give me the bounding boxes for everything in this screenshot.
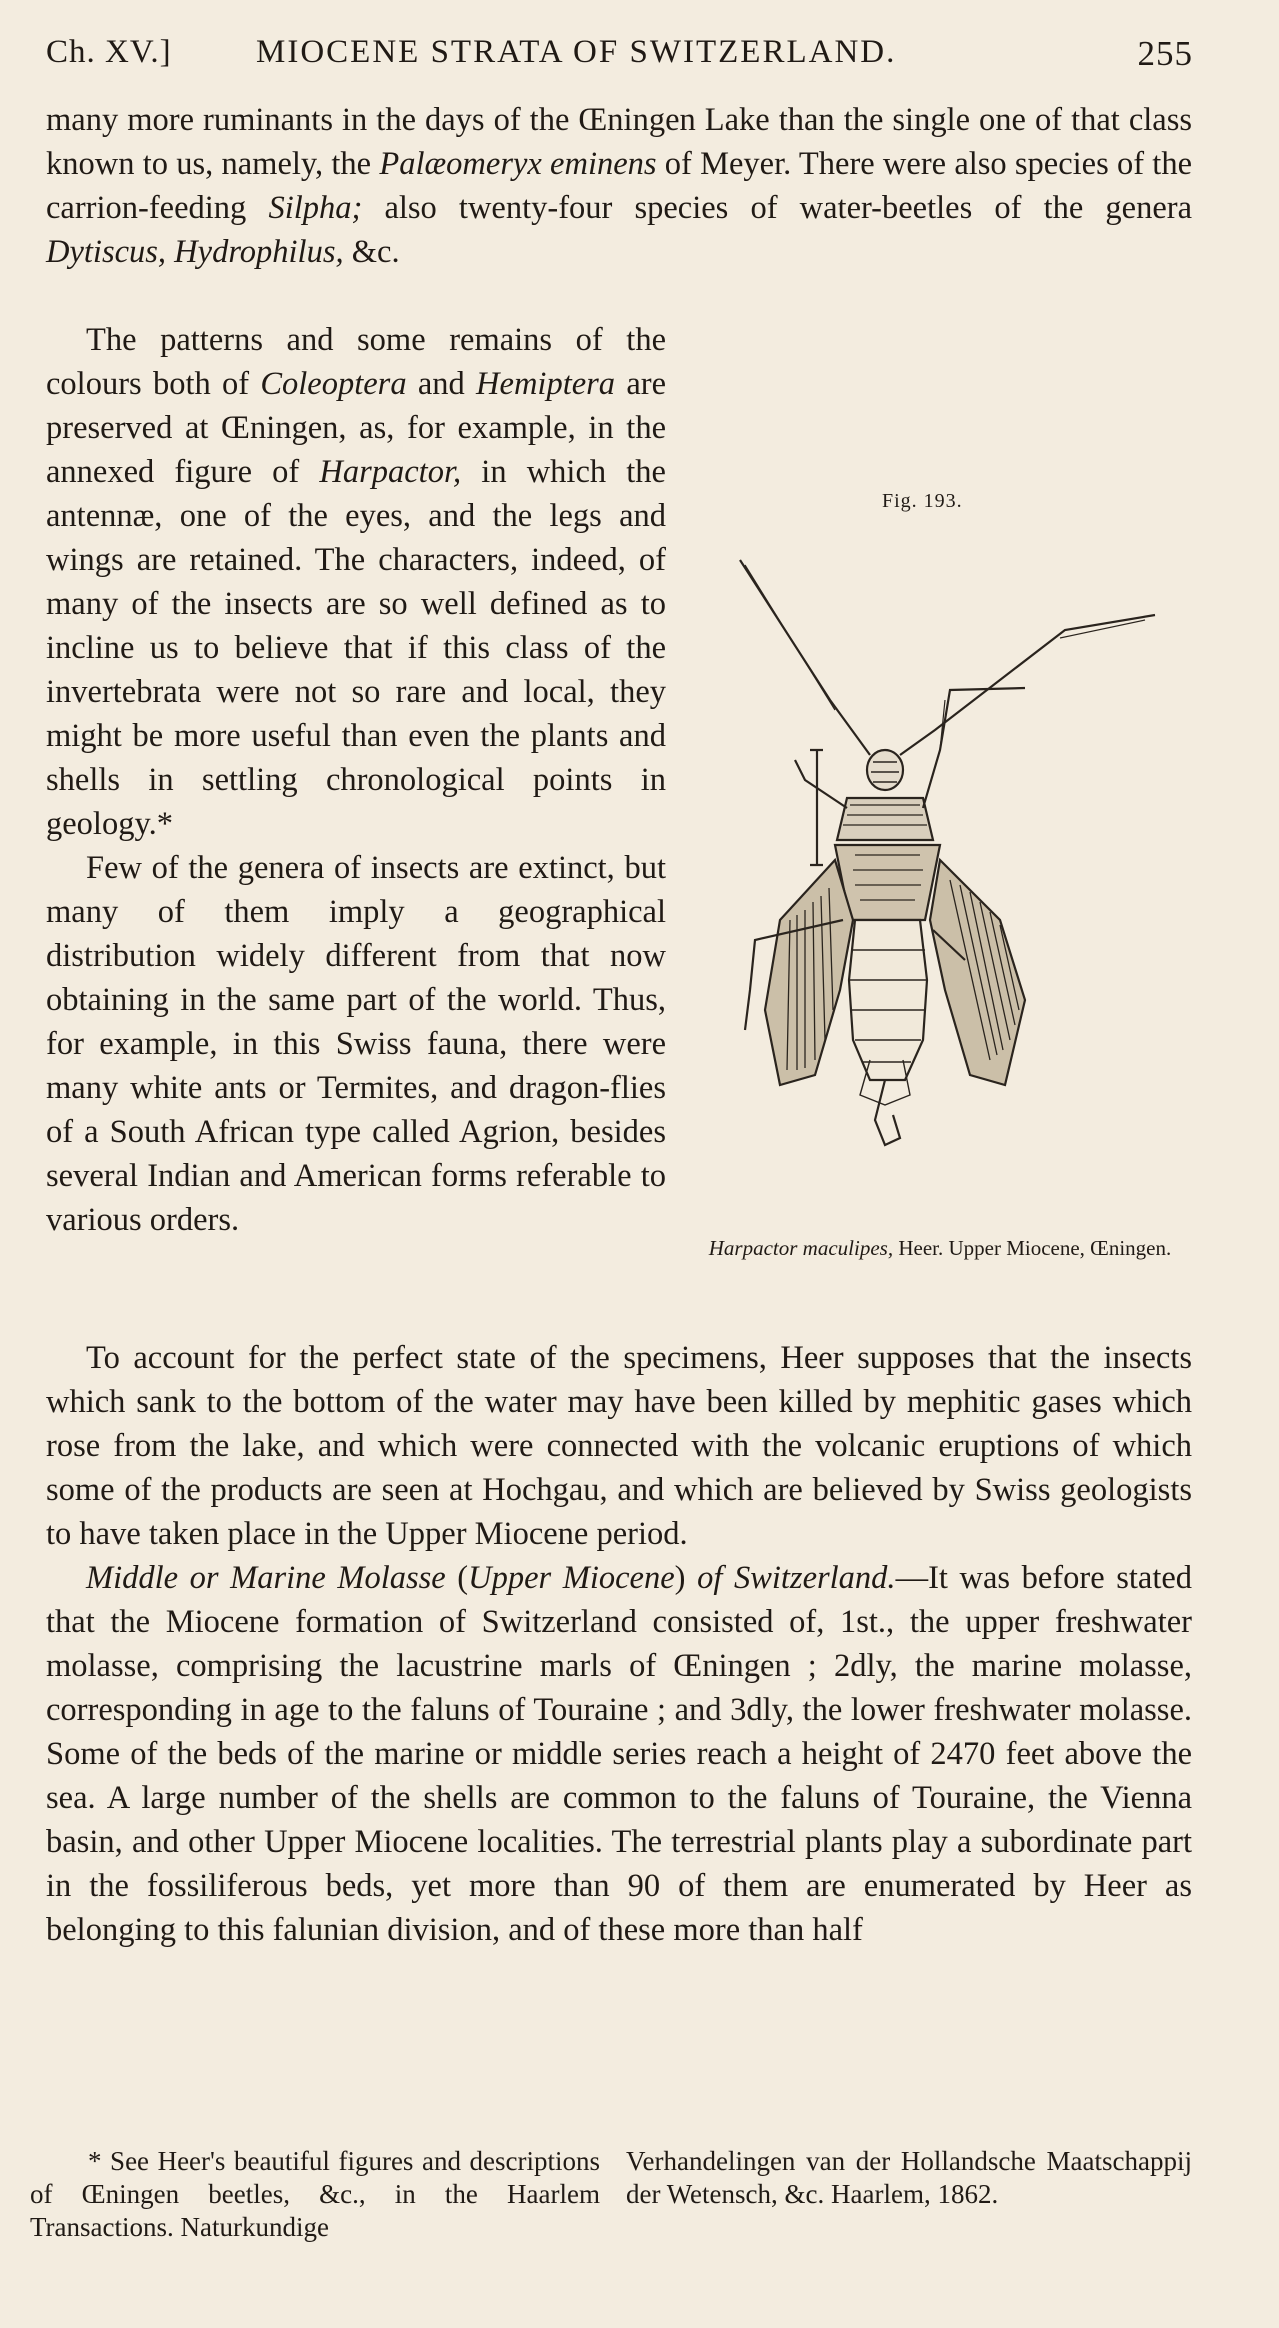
paragraph-1: many more ruminants in the days of the Œningen Lake than the single one of that class known to us, namely, the Palæomeryx eminens of Meyer. There were also species of the carrion-feeding Silpha; also twenty-four species of water-beetles of the genera Dytiscus, Hydrophilus, &c. <box>46 102 1193 270</box>
paragraph-4: To account for the perfect state of the specimens, Heer supposes that the insects which sank to the bottom of the water may have been killed by mephitic gases which rose from the lake, and which were connected with the volcanic eruptions of which some of the products are seen at Hochgau, and which are believed by Swiss geologists to have taken place in the Upper Miocene period. <box>46 1340 1192 1552</box>
body-bottom <box>46 1336 1192 1952</box>
insect-figure <box>735 540 1205 1210</box>
page-number: 255 <box>1137 34 1193 73</box>
paragraph-3-wrap <box>46 846 666 1242</box>
footnote-column-1: * See Heer's beautiful figures and descriptions of Œningen beetles, &c., in the Haarlem Transactions. Naturkundige <box>30 2146 600 2242</box>
paragraph-3: Few of the genera of insects are extinct, but many of them imply a geographical distribution widely different from that now obtaining in the same part of the world. Thus, for example, in this Swiss fauna, there were many white ants or Termites, and dragon-flies of a South African type called Agrion, besides several Indian and American forms referable to various orders. <box>46 850 666 1238</box>
figure-caption: Harpactor maculipes, Heer. Upper Miocene, Œningen. <box>708 1236 1172 1260</box>
left-wing <box>765 860 853 1085</box>
figure-label: Fig. 193. <box>882 490 963 512</box>
paragraph-5: Middle or Marine Molasse (Upper Miocene) of Switzerland.—It was before stated that the Miocene formation of Switzerland consisted of, 1st., the upper freshwater molasse, comprising the lacustrine marls of Œningen ; 2dly, the marine molasse, corresponding in age to the faluns of Touraine ; and 3dly, the lower freshwater molasse. Some of the beds of the marine or middle series reach a height of 2470 feet above the sea. A large number of the shells are common to the faluns of Touraine, the Vienna basin, and other Upper Miocene localities. The terrestrial plants play a subordinate part in the fossiliferous beds, yet more than 90 of them are enumerated by Heer as belonging to this falunian division, and of these more than half <box>46 1560 1193 1948</box>
footnote-column-2: Verhandelingen van der Hollandsche Maatschappij der Wetensch, &c. Haarlem, 1862. <box>626 2146 1192 2209</box>
running-header <box>46 34 1193 74</box>
left-antenna-inner <box>745 565 835 710</box>
front-leg-right <box>923 688 1025 808</box>
scale-bar <box>810 750 823 865</box>
hind-leg <box>875 1080 900 1145</box>
paragraph-2: The patterns and some remains of the colours both of Coleoptera and Hemiptera are preserved at Œningen, as, for example, in the annexed figure of Harpactor, in which the antennæ, one of the eyes, and the legs and wings are retained. The characters, indeed, of many of the insects are so well defined as to incline us to believe that if this class of the invertebrata were not so rare and local, they might be more useful than even the plants and shells in settling chronological points in geology.* <box>46 318 1192 846</box>
pronotum <box>837 798 933 840</box>
abdomen <box>849 920 927 1080</box>
running-title: MIOCENE STRATA OF SWITZERLAND. <box>256 34 897 70</box>
front-leg-left <box>795 760 847 808</box>
chapter-label: Ch. XV.] <box>46 34 172 70</box>
body-top <box>46 98 1192 274</box>
right-antenna <box>900 615 1155 755</box>
insect-head <box>867 750 903 790</box>
